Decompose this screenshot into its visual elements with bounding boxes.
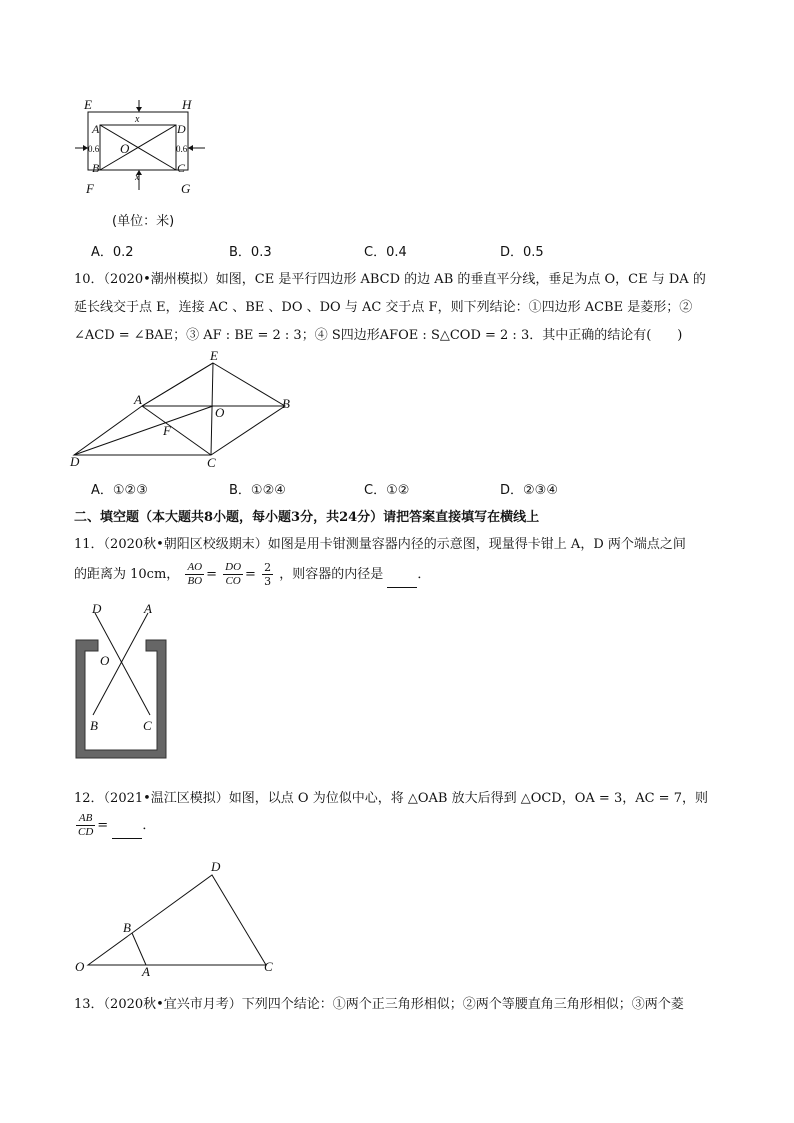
figure-q10 xyxy=(70,350,310,470)
fig9-label-A: A xyxy=(92,122,100,136)
fig10-label-D: D xyxy=(70,454,80,469)
figure-q11 xyxy=(70,603,180,763)
q10-choice-a[interactable]: A．①②③ xyxy=(91,483,148,498)
q11-line2-post: ，则容器的内径是 xyxy=(279,567,384,582)
fig9-label-F: F xyxy=(86,181,94,196)
figure-q12 xyxy=(70,855,290,980)
fig9-label-C: C xyxy=(177,161,186,175)
q11-line1: 11．（2020秋•朝阳区校级期末）如图是用卡钳测量容器内径的示意图，现量得卡钳上 A，D 两个端点之间 xyxy=(74,537,686,552)
q12-line2: $\frac{AB}{CD}$ = ． xyxy=(78,812,156,838)
fig11-label-C: C xyxy=(143,718,152,733)
fig9-unit: (单位：米) xyxy=(112,214,175,229)
q12-line1: 12．（2021•温江区模拟）如图，以点 O 为位似中心，将 △OAB 放大后得到 △OCD，OA = 3，AC = 7，则 xyxy=(74,791,708,806)
fig9-label-x-top: x xyxy=(135,114,140,125)
fig10-label-O: O xyxy=(215,405,225,420)
fig10-label-E: E xyxy=(210,348,218,363)
fig11-label-O: O xyxy=(100,653,110,668)
fig10-label-B: B xyxy=(282,396,290,411)
q11-line2-pre: 的距离为 10cm， xyxy=(74,567,180,582)
fig9-label-E: E xyxy=(84,97,92,112)
fig9-label-m-left: 0.6 xyxy=(88,144,100,154)
q12-answer-blank[interactable] xyxy=(112,826,142,839)
fig9-label-D: D xyxy=(177,122,186,136)
q11-answer-blank[interactable] xyxy=(387,575,417,588)
q10-line1: 10．（2020•潮州模拟）如图，CE 是平行四边形 ABCD 的边 AB 的垂直平分线，垂足为点 O，CE 与 DA 的 xyxy=(74,272,706,287)
q10-choice-b[interactable]: B．①②④ xyxy=(229,483,286,498)
fig12-label-O: O xyxy=(75,959,85,974)
fig9-label-m-right: 0.6 xyxy=(176,144,188,154)
q10-choice-c[interactable]: C．①② xyxy=(364,483,410,498)
fig9-label-B: B xyxy=(92,161,100,175)
fig9-label-O: O xyxy=(120,141,130,156)
q9-choice-d[interactable]: D．0.5 xyxy=(500,245,544,260)
fig10-label-A: A xyxy=(134,392,142,407)
q11-line2: 的距离为 10cm， $\frac{AO}{BO}$ = $\frac{DO}{CO}$ = $\frac{2}{3}$ ，则容器的内径是 ． xyxy=(74,561,431,588)
q10-choice-d[interactable]: D．②③④ xyxy=(500,483,558,498)
fig11-label-B: B xyxy=(90,718,98,733)
q10-line2: 延长线交于点 E，连接 AC 、BE 、DO 、DO 与 AC 交于点 F，则下列结论：①四边形 ACBE 是菱形；② xyxy=(74,300,693,315)
fig12-label-C: C xyxy=(264,959,273,974)
q12-frac: $\frac{AB}{CD}$ xyxy=(78,812,94,838)
q13-line1: 13．（2020秋•宜兴市月考）下列四个结论：①两个正三角形相似；②两个等腰直角三角形相似；③两个菱 xyxy=(74,997,684,1012)
fig11-label-A: A xyxy=(144,601,152,616)
q11-frac3: $\frac{2}{3}$ xyxy=(264,561,272,588)
q10-line3: ∠ACD = ∠BAE；③ AF : BE = 2 : 3；④ S四边形AFOE : S△COD = 2 : 3．其中正确的结论有( ) xyxy=(74,328,683,343)
fig12-label-B: B xyxy=(123,920,131,935)
q9-choice-a[interactable]: A．0.2 xyxy=(91,245,134,260)
fig10-label-C: C xyxy=(207,455,216,470)
fig9-label-x-bot: x xyxy=(135,172,140,183)
fig10-label-F: F xyxy=(163,423,171,438)
q11-frac2: $\frac{DO}{CO}$ xyxy=(225,561,242,587)
figure-q9 xyxy=(70,95,220,205)
fig12-label-A: A xyxy=(142,964,150,979)
q11-frac1: $\frac{AO}{BO}$ xyxy=(187,561,203,587)
q9-choice-c[interactable]: C．0.4 xyxy=(364,245,407,260)
fig12-label-D: D xyxy=(211,859,221,874)
fig9-label-G: G xyxy=(181,181,191,196)
fig9-label-H: H xyxy=(182,97,192,112)
section2-title: 二、填空题（本大题共8小题，每小题3分，共24分）请把答案直接填写在横线上 xyxy=(74,510,540,525)
fig11-label-D: D xyxy=(92,601,102,616)
q9-choice-b[interactable]: B．0.3 xyxy=(229,245,272,260)
